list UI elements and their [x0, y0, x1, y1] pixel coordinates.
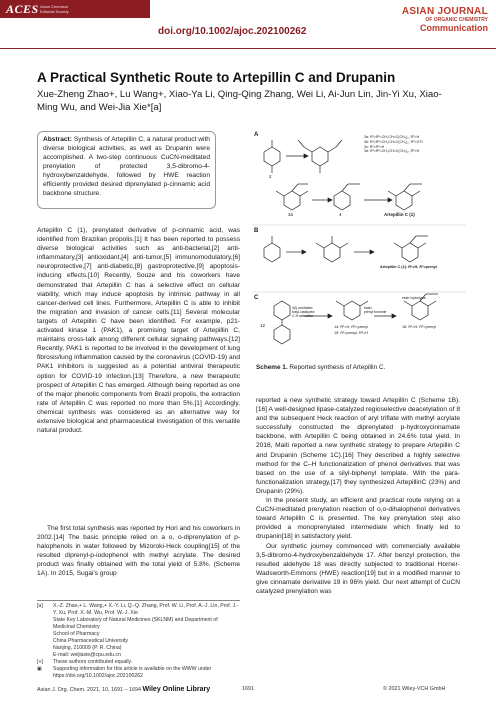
supporting-info-icon: ▣ — [37, 666, 42, 672]
compound-label-12: 12 — [260, 323, 266, 328]
footer-citation — [37, 686, 210, 693]
benzene-ring-4 — [334, 191, 350, 210]
benzene-ring-8 — [324, 243, 340, 262]
scheme-caption-label: Scheme 1. — [256, 364, 288, 371]
benzene-ring-2 — [264, 147, 280, 166]
right-column — [256, 396, 460, 596]
scheme-label-a: A — [254, 132, 259, 138]
compound-label-artepillin-b: Artepillin C (1): R¹=H, R²=prenyl — [380, 265, 437, 269]
compound-label-14: 14: R¹=H, R²=prenyl — [334, 325, 368, 329]
aces-subtitle: Asian Chemical Editorial Society — [40, 4, 69, 14]
footnote-a-label: [a] — [37, 603, 43, 609]
header-rule — [0, 48, 496, 49]
compound-label-artepillin: Artepillin C (1) — [384, 212, 415, 217]
scheme-label-c: C — [254, 295, 259, 301]
page-number: 1691 — [242, 686, 254, 692]
footnote-plus-label: [+] — [37, 659, 43, 665]
benzene-ring-11 — [402, 243, 418, 262]
body-paragraph-1: Artepillin C (1), prenylated derivative of p-cinnamic acid, was identified from Brazilian propolis.[1] It has been reported to possess diverse biological activities such as anti-bacterial,[2] anti-inflammatory,[3] antioxidant,[4] anti-tumor,[5] immunomodulatory,[6] neuroprotective,[7] anti-diabetic,[8] gastroprotective,[9] apoptosis-inducing effects.[10] Recently, Souze and his coworkers have demonstrated that Artepillin C has a selective effect on cellular viability, which may induce apoptosis by intrinsic pathway in all cancer-derived cell lines. Furthermore, Artepillin C is able to inhibit the migration and invasion of cancer cells.[11] Several molecular targets of Artepillin C have been identified. For example, p21-activated kinase 1 (PAK1), a promising target of Artepillin C, maintains cross-talk among different cellular signaling pathways.[12] Recently, PAK1 is reported to be involved in the development of lung fibrosis/lung inflammation caused by the coronavirus (COVID-19) and PAK1 inhibitors is suggested as a potential antiviral therapeutic option for COVID-19 infection.[13] Therefore, a new therapeutic prospect of Artepillin C has emerged. Although being reported as one of the major phenolic components from Brazil propolis, the extraction rate of Artepillin C was reported no more than 5%.[1] Accordingly, chemical synthesis was considered as an alternative way for extensive biological and pharmaceutical investigation of this versatile natural product. — [37, 227, 240, 435]
footnote-si-text[interactable]: Supporting information for this article is available on the WWW under https://doi.org/10.1002/ajoc.202100262 — [53, 666, 212, 679]
body-paragraph-3: reported a new synthetic strategy toward Artepillin C (Scheme 1B).[16] A well-designed lipase-catalyzed regioselective deacetylation of 8 and the subsequent Heck reaction of aryl triflate with methyl acrylate successfully constructed the diprenylated p-hydroxycinnamate backbone, with Artepillin C being obtained in 24.6% total yield. In 2016, Maiti reported a new synthetic strategy to prepare Artepillin C and Drupanin (Scheme 1C).[16] They described a highly selective method for the C–H functionalization of phenol derivatives that was based on the use of a silyl-biphenyl template. With the para-functionalization strategy,[17] they synthesized ArtepillinC (23%) and Drupanin (29%). — [256, 397, 460, 495]
benzene-ring-16 — [412, 301, 428, 320]
abstract-label: Abstract: — [43, 136, 72, 143]
footnote-plus-text: These authors contributed equally. — [53, 659, 133, 665]
footnote-plus — [37, 659, 240, 666]
compound-label-3a: 3a — [288, 212, 294, 217]
scheme-label-b: B — [254, 228, 259, 234]
reagent-c3: ester hydrolysis — [402, 296, 426, 300]
copyright: © 2021 Wiley-VCH GmbH — [383, 686, 446, 692]
benzene-ring-3a — [284, 191, 300, 210]
abstract-text: Synthesis of Artepillin C, a natural product with diverse biological activities, as well as Drupanin were accomplished. A two-step continuous CuCN-meditated prenylation of protected 3,5-dibromo-4-hydroxybenzaldehyde, followed by HWE reaction efficiently provided desired diprenylated p-cinnamic acid backbone structure. — [43, 136, 210, 197]
footnote-a-text: X.-Z. Zhao,+ L. Wang,+ X.-Y. Li, Q.-Q. Zhang, Prof. W. Li, Prof. A.-J. Lin, Prof. J.-Y. Xu, Prof. X.-M. Wu, Prof. W.-J. Xie State Key Laboratory of Natural Medicines (SKLNM) and Department of Medicinal Chemistry School of Pharmacy China Pharmaceutical University Nanjing, 210009 (P. R. China) E-mail: weijiaxie@cpu.edu.cn — [53, 603, 239, 658]
footnote-si[interactable] — [37, 666, 240, 680]
compound-label-2: 2 — [269, 174, 272, 179]
compound-label-15: 15: R¹=prenyl, R²=H — [334, 331, 368, 335]
reagent-c2: basic prenyl bromide — [364, 306, 387, 315]
abstract-paragraph — [43, 135, 210, 198]
compound-label-16: 16: R¹=H, R²=prenyl — [402, 325, 436, 329]
journal-line3: Communication — [419, 23, 488, 33]
journal-line1: ASIAN JOURNAL — [401, 6, 488, 17]
wiley-online-library-link[interactable]: Wiley Online Library — [142, 686, 211, 693]
compound-label-4: 4 — [339, 212, 342, 217]
author-list: Xue-Zheng Zhao+, Lu Wang+, Xiao-Ya Li, Qing-Qing Zhang, Wei Li, Ai-Jun Lin, Jin-Yi Xu, Xiao-Ming Wu, and Wei-Jia Xie*[a] — [37, 89, 442, 113]
benzene-ring-5 — [264, 243, 280, 262]
aces-logo: ACES — [6, 2, 39, 16]
r-group-legend: 3a: R¹=R²=CH₂CH=C(CH₃)₂, R³=H 3b: R¹=R²=CH₂CH=C(CH₃)₂, R³=OTf 3c: R¹=R²=H 3d: R¹=R²=CH₂CH=C(CH₃)₂, R³=H — [364, 135, 423, 154]
article-title: A Practical Synthetic Route to Artepillin C and Drupanin — [37, 70, 396, 85]
reagent-c1: Ir(I)-mediated tosyl-catalyzed C-H activation — [292, 306, 315, 319]
scheme-caption — [256, 364, 385, 371]
benzene-ring-14 — [344, 301, 360, 320]
scheme-caption-text: Reported synthesis of Artepillin C. — [289, 364, 386, 371]
footnotes — [37, 603, 240, 680]
footer-citation-text: Asian J. Org. Chem. 2021, 10, 1691 – 1694 — [37, 687, 141, 693]
journal-line2: OF ORGANIC CHEMISTRY — [425, 17, 488, 23]
scheme-1-figure — [252, 130, 466, 362]
benzene-ring-3 — [312, 147, 328, 166]
doi-link[interactable]: doi.org/10.1002/ajoc.202100262 — [158, 26, 307, 37]
template-ring — [274, 325, 290, 344]
body-paragraph-5: Our synthetic journey commenced with commercially available 3,5-dibromo-4-hydroxybenzaldehyde 17. After benzyl protection, the resulted aldehyde 18 was directly subjected to traditional Horner-Wadsworth-Emmons (HWE) reaction[19] but in a modified manner to give cinnamate derivative 19 in 96% yield. Our next attempt of CuCN catalyzed prenylation was — [256, 542, 460, 595]
benzene-ring-artepillin — [396, 191, 412, 210]
benzene-ring-12 — [274, 301, 290, 320]
body-paragraph-4: In the present study, an efficient and practical route relying on a CuCN-meditated prenylation reaction of o,o-dihalophenol derivatives toward Artepillin C is presented. The key prenylation step also provided a monoprenylated intermediate which finally led to drupanin[18] in satisfactory yield. — [256, 497, 460, 541]
journal-title — [402, 6, 488, 33]
abstract-box — [37, 131, 216, 209]
body-paragraph-2: The first total synthesis was reported by Hori and his coworkers in 2002.[14] The basic principle relied on a o, o-diprenylation of p-halophenols in water followed by Mizoroki-Heck coupling[15] of the resulted diprenyl-p-iodophenol with methyl acrylate. The desired product was finally obtained with the total yield of 5.8%. (Scheme 1A). In 2015, Sugai's group — [37, 525, 240, 578]
footnote-a — [37, 603, 240, 659]
footnote-rule — [37, 600, 240, 601]
